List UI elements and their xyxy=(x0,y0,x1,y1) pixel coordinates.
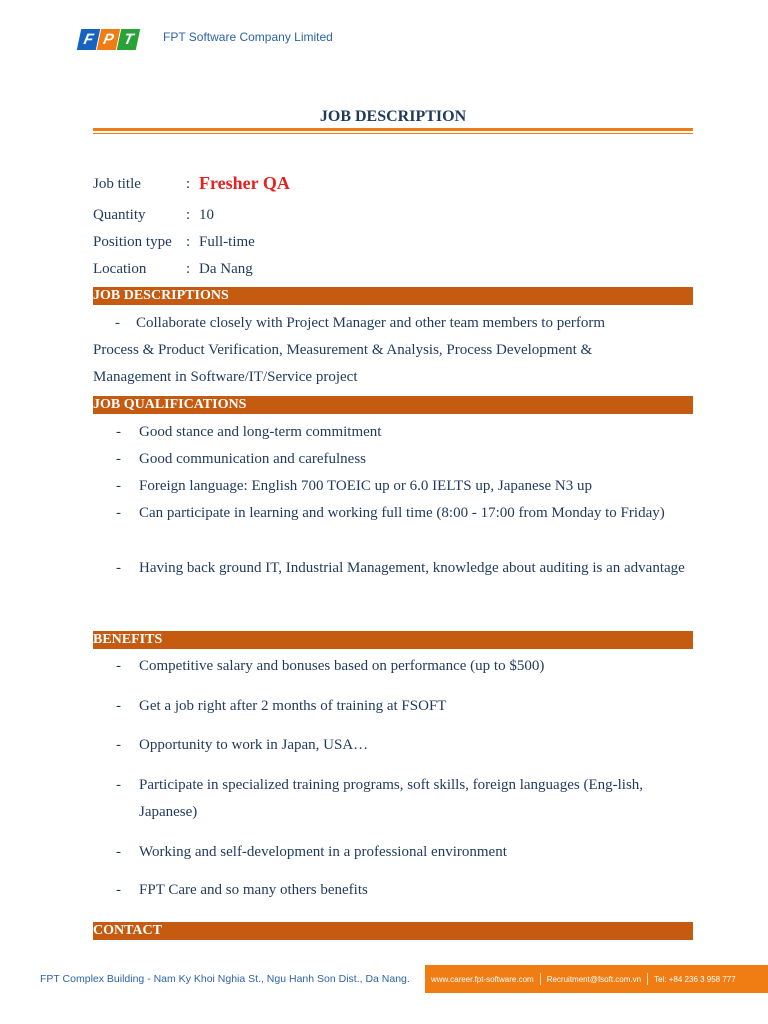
title-divider xyxy=(93,128,693,131)
footer-phone: Tel: +84 236 3 958 777 xyxy=(654,974,736,984)
benefit-text: FPT Care and so many others benefits xyxy=(139,882,368,898)
benefit-text: Competitive salary and bonuses based on performance (up to $500) xyxy=(139,658,545,674)
meta-colon: : xyxy=(186,234,191,250)
logo-letter-t: T xyxy=(117,29,140,50)
benefit-text: Working and self-development in a professional environment xyxy=(139,844,507,860)
footer-address: FPT Complex Building - Nam Ky Khoi Nghia St., Ngu Hanh Son Dist., Da Nang. xyxy=(40,973,410,985)
section-heading-label: JOB QUALIFICATIONS xyxy=(93,397,247,412)
list-dash: - xyxy=(116,737,121,753)
meta-colon: : xyxy=(186,207,191,223)
logo-letter-p: P xyxy=(97,29,120,50)
section-heading-label: BENEFITS xyxy=(93,632,163,647)
benefit-text: Opportunity to work in Japan, USA… xyxy=(139,737,369,753)
benefit-text: Participate in specialized training programs, soft skills, foreign languages (Eng-lish, Japanese) xyxy=(139,777,644,820)
list-dash: - xyxy=(116,658,121,674)
description-line: Collaborate closely with Project Manager and other team members to perform xyxy=(136,315,606,331)
qualification-text: Having back ground IT, Industrial Management, knowledge about auditing is an advantage xyxy=(139,560,685,576)
list-dash: - xyxy=(116,424,121,440)
logo-letter-f: F xyxy=(77,29,100,50)
section-heading-job-qualifications xyxy=(93,396,693,414)
qualification-text: Foreign language: English 700 TOEIC up or 6.0 IELTS up, Japanese N3 up xyxy=(139,478,593,494)
list-dash: - xyxy=(116,777,121,793)
document-title: JOB DESCRIPTION xyxy=(319,108,467,125)
meta-value: 10 xyxy=(199,207,214,223)
meta-label: Location xyxy=(93,261,147,277)
company-name: FPT Software Company Limited xyxy=(163,30,333,44)
list-dash: - xyxy=(116,844,121,860)
section-heading-label: CONTACT xyxy=(93,923,162,938)
job-title-value: Fresher QA xyxy=(199,173,290,193)
footer-contact-bar xyxy=(425,965,768,993)
qualification-text: Can participate in learning and working full time (8:00 - 17:00 from Monday to Friday) xyxy=(139,505,665,521)
list-dash: - xyxy=(116,560,121,576)
section-heading-label: JOB DESCRIPTIONS xyxy=(93,288,229,303)
list-dash: - xyxy=(116,451,121,467)
list-dash: - xyxy=(116,505,121,521)
meta-value: Da Nang xyxy=(199,261,253,277)
meta-label: Quantity xyxy=(93,207,146,223)
section-heading-benefits xyxy=(93,631,693,649)
meta-value: Full-time xyxy=(199,234,255,250)
meta-colon: : xyxy=(186,261,191,277)
meta-label: Position type xyxy=(93,234,172,250)
fpt-logo xyxy=(79,26,139,52)
qualification-text: Good communication and carefulness xyxy=(139,451,367,467)
benefit-text: Get a job right after 2 months of training at FSOFT xyxy=(139,698,447,714)
list-dash: - xyxy=(116,478,121,494)
footer-website-link[interactable]: www.career.fpt-software.com xyxy=(431,974,534,984)
list-dash: - xyxy=(116,698,121,714)
job-description-paragraph xyxy=(93,310,693,391)
section-heading-contact xyxy=(93,922,693,940)
qualification-text: Good stance and long-term commitment xyxy=(139,424,382,440)
list-dash: - xyxy=(115,315,120,331)
meta-label: Job title xyxy=(93,176,141,192)
meta-colon: : xyxy=(186,176,191,192)
description-line: Process & Product Verification, Measurement & Analysis, Process Development & xyxy=(93,342,593,358)
description-line: Management in Software/IT/Service project xyxy=(93,369,358,385)
section-heading-job-descriptions xyxy=(93,287,693,305)
list-dash: - xyxy=(116,882,121,898)
footer-email-link[interactable]: Recruitment@fsoft.com.vn xyxy=(546,974,642,984)
title-divider-thin xyxy=(93,133,693,134)
